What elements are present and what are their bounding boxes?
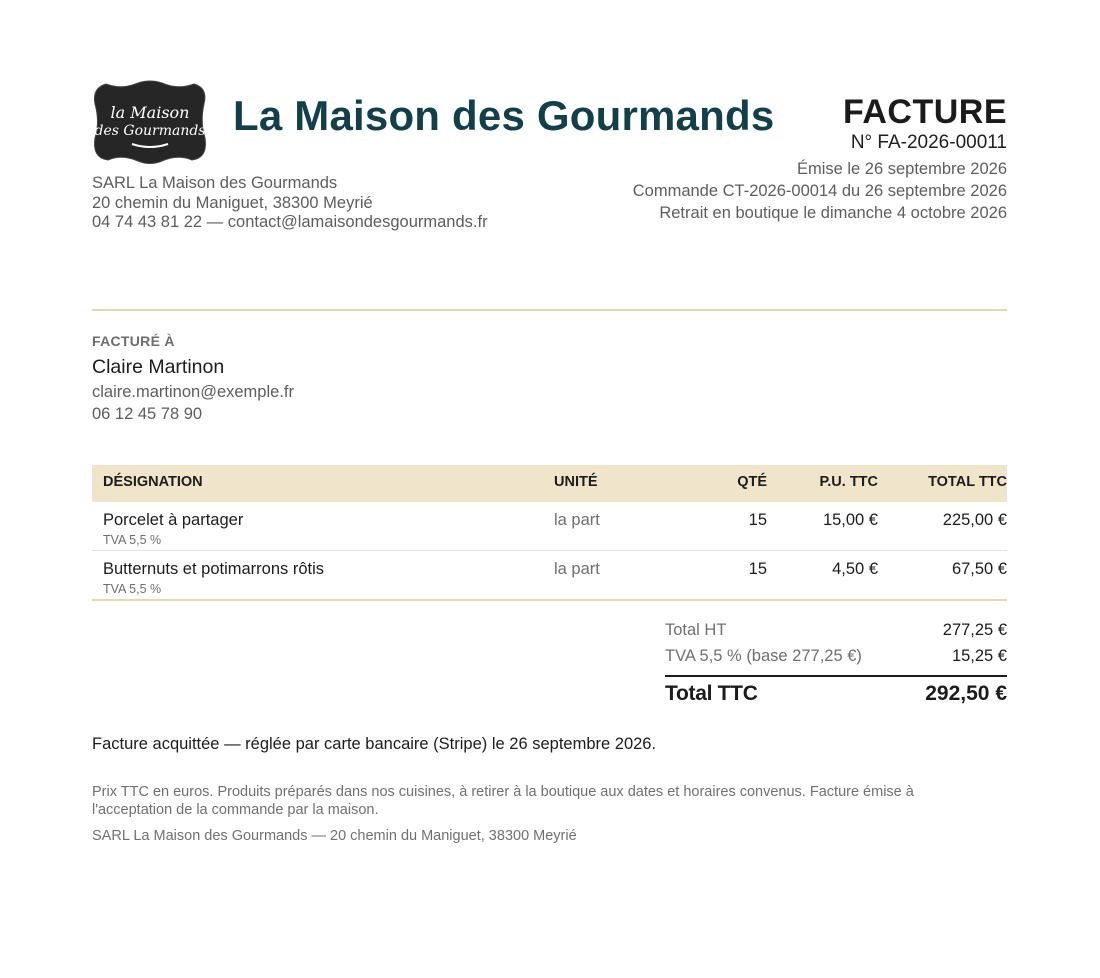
- total-ttc-label: Total TTC: [665, 682, 758, 705]
- totals-divider: [665, 675, 1007, 677]
- seller-address: 20 chemin du Maniguet, 38300 Meyrié: [92, 193, 373, 212]
- tva-row: [665, 646, 1007, 672]
- item-designation: Butternuts et potimarrons rôtis: [103, 560, 325, 578]
- item-vat-rate: TVA 5,5 %: [103, 533, 162, 547]
- header-total: TOTAL TTC: [928, 474, 1007, 490]
- item-total: 225,00 €: [942, 511, 1007, 529]
- bill-to-block: [92, 333, 294, 425]
- item-unit-price: 4,50 €: [832, 560, 878, 578]
- seller-info: [92, 174, 488, 233]
- payment-note: Facture acquittée — réglée par carte bancaire (Stripe) le 26 septembre 2026.: [92, 735, 657, 753]
- brand-name: La Maison des Gourmands: [233, 92, 775, 139]
- item-total: 67,50 €: [951, 560, 1007, 578]
- tva-value: 15,25 €: [951, 647, 1007, 665]
- invoice-pickup-date: Retrait en boutique le dimanche 4 octobre 2026: [659, 204, 1007, 222]
- customer-name: Claire Martinon: [92, 356, 225, 378]
- item-unit: la part: [554, 560, 600, 578]
- customer-phone: 06 12 45 78 90: [92, 405, 203, 423]
- total-ttc-row: [665, 682, 1007, 716]
- table-header: [92, 465, 1007, 502]
- customer-email: claire.martinon@exemple.fr: [92, 383, 294, 401]
- item-unit-price: 15,00 €: [822, 511, 878, 529]
- item-unit: la part: [554, 511, 600, 529]
- bill-to-label: FACTURÉ À: [92, 333, 175, 349]
- table-row: [92, 502, 1007, 551]
- total-ttc-value: 292,50 €: [925, 682, 1007, 705]
- total-ht-row: [665, 620, 1007, 646]
- item-vat-rate: TVA 5,5 %: [103, 582, 162, 596]
- header-qty: QTÉ: [737, 474, 767, 490]
- totals-block: [665, 620, 1007, 716]
- logo-text-line1: la Maison: [110, 103, 190, 122]
- footer-address: SARL La Maison des Gourmands — 20 chemin du Maniguet, 38300 Meyrié: [92, 828, 577, 844]
- total-ht-value: 277,25 €: [942, 621, 1007, 639]
- tva-label: TVA 5,5 % (base 277,25 €): [665, 647, 862, 665]
- total-ht-label: Total HT: [665, 621, 727, 639]
- header-unit: UNITÉ: [554, 474, 598, 490]
- invoice-order-ref: Commande CT-2026-00014 du 26 septembre 2026: [632, 182, 1007, 200]
- company-logo: [92, 80, 208, 164]
- invoice-header: [633, 93, 1007, 224]
- item-qty: 15: [748, 511, 767, 529]
- logo-text-line2: des Gourmands: [94, 123, 206, 139]
- table-row: [92, 551, 1007, 601]
- header-unit-price: P.U. TTC: [819, 474, 878, 490]
- invoice-issued-date: Émise le 26 septembre 2026: [796, 160, 1007, 178]
- seller-legal-name: SARL La Maison des Gourmands: [92, 174, 338, 192]
- item-designation: Porcelet à partager: [103, 511, 244, 529]
- item-qty: 15: [748, 560, 767, 578]
- items-table: [92, 465, 1007, 601]
- header-divider: [92, 309, 1007, 311]
- seller-contact: 04 74 43 81 22 — contact@lamaisondesgourmands.fr: [92, 213, 488, 231]
- terms-note: Prix TTC en euros. Produits préparés dans nos cuisines, à retirer à la boutique aux dates et horaires convenus. Facture émise à l'acceptation de la commande par la maison.: [92, 784, 914, 818]
- invoice-meta: [633, 158, 1007, 224]
- header-designation: DÉSIGNATION: [103, 474, 203, 490]
- invoice-number: N° FA-2026-00011: [850, 132, 1007, 153]
- invoice-title: FACTURE: [842, 93, 1007, 131]
